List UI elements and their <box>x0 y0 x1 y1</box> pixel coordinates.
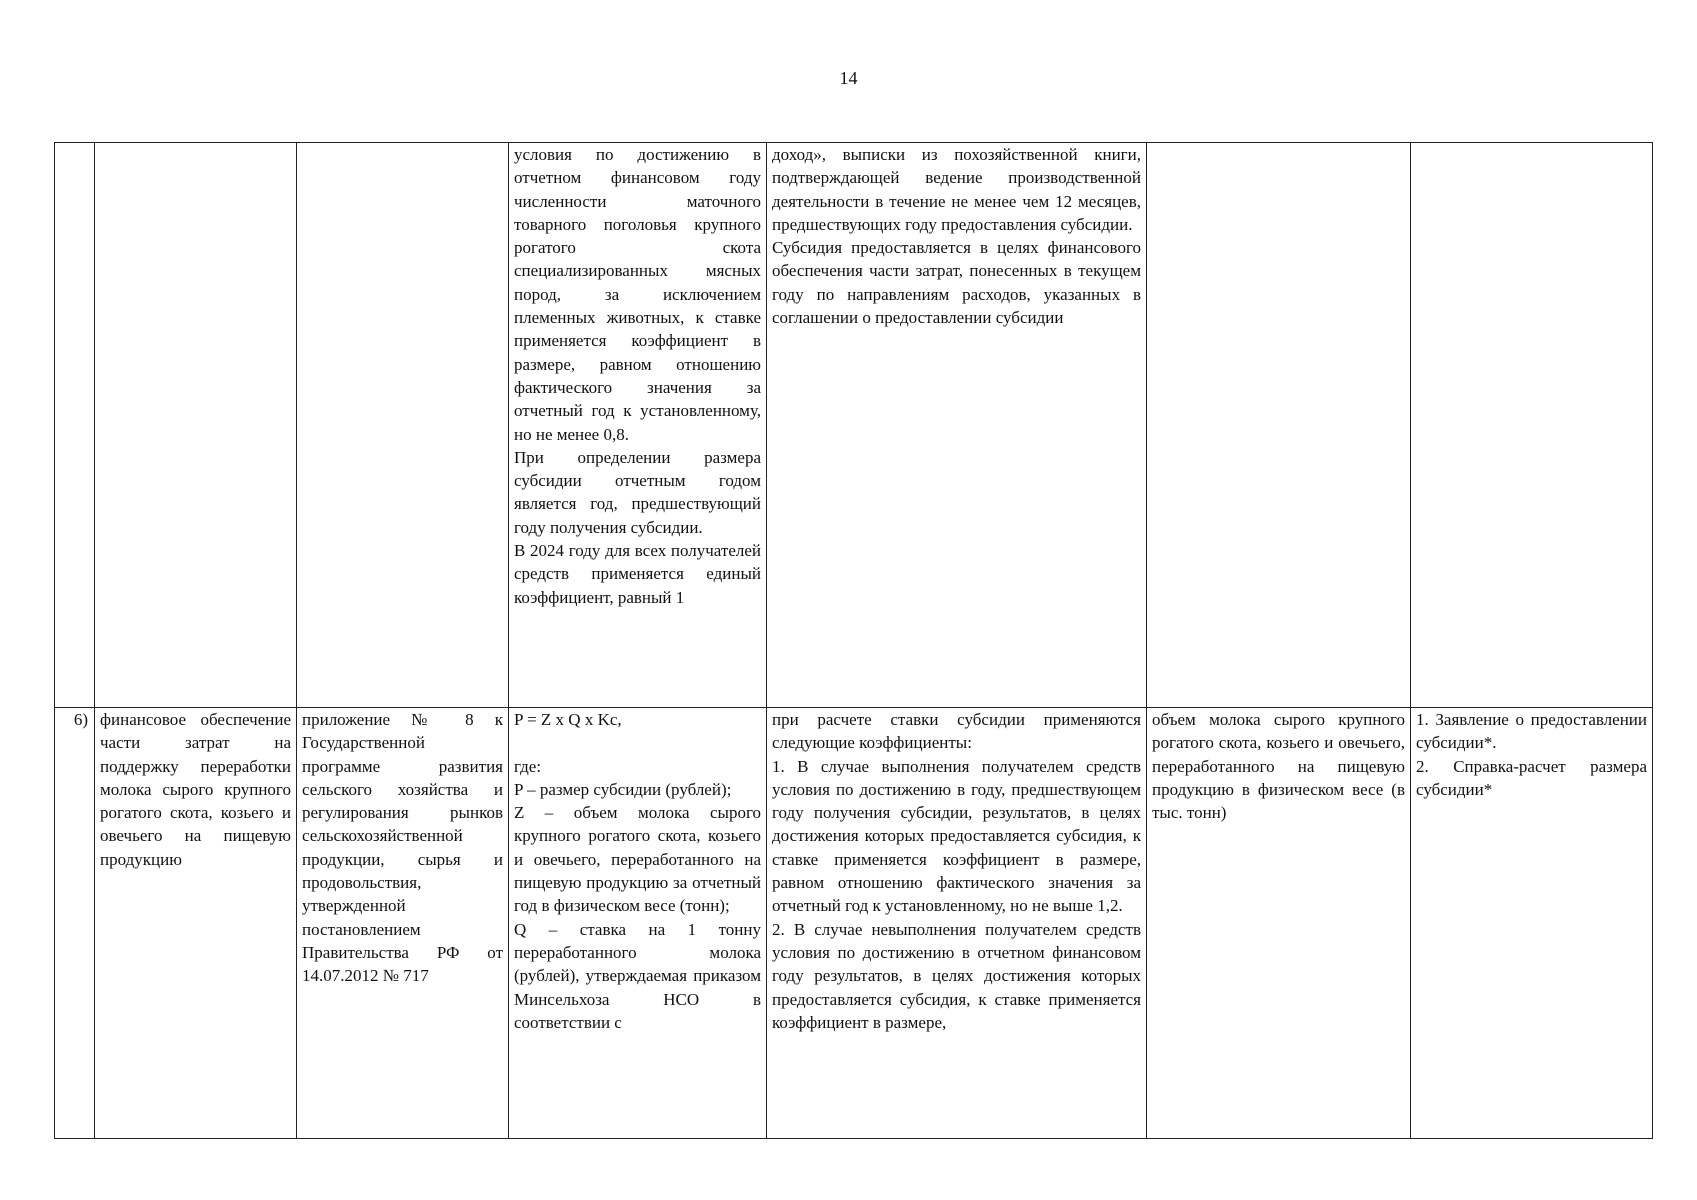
documents-cell: 1. Заявление о предоставлении субсидии*. 2. Справка-расчет размера субсидии* <box>1411 708 1653 1139</box>
conditions-cell: при расчете ставки субсидии применяются следующие коэффициенты: 1. В случае выполнения получателем средств условия по достижению в году, предшествующем году получения субсидии, результатов, в целях достижения которых предоставляется субсидия, к ставке применяется коэффициент в размере, равном отношению фактического значения за отчетный год к установленному, но не выше 1,2. 2. В случае невыполнения получателем средств условия по достижению в отчетном финансовом году результатов, в целях достижения которых предоставляется субсидия, к ставке применяется коэффициент в размере, <box>767 708 1147 1139</box>
page-number: 14 <box>839 68 858 88</box>
legal-basis-cell: приложение № 8 к Государственной программе развития сельского хозяйства и регулирования рынков сельскохозяйственной продукции, сырья и продовольствия, утвержденной постановлением Правительства РФ от 14.07.2012 № 717 <box>297 708 509 1139</box>
document-table <box>54 142 1653 1139</box>
measure-name-cell: финансовое обеспечение части затрат на поддержку переработки молока сырого крупного рогатого скота, козьего и овечьего на пищевую продукцию <box>95 708 297 1139</box>
measure-name-cell <box>95 143 297 708</box>
calculation-formula-cell: условия по достижению в отчетном финансовом году численности маточного товарного поголовья крупного рогатого скота специализированных мясных пород, за исключением племенных животных, к ставке применяется коэффициент в размере, равном отношению фактического значения за отчетный год к установленному, но не менее 0,8. При определении размера субсидии отчетным годом является год, предшествующий году получения субсидии. В 2024 году для всех получателей средств применяется единый коэффициент, равный 1 <box>509 143 767 708</box>
table-row <box>55 143 1653 708</box>
row-number: 6) <box>55 708 95 1139</box>
row-number <box>55 143 95 708</box>
calculation-formula-cell: P = Z x Q x Kc, где: P – размер субсидии (рублей); Z – объем молока сырого крупного рогатого скота, козьего и овечьего, переработанного на пищевую продукцию за отчетный год в физическом весе (тонн); Q – ставка на 1 тонну переработанного молока (рублей), утверждаемая приказом Минсельхоза НСО в соответствии с <box>509 708 767 1139</box>
table-row <box>55 708 1653 1139</box>
result-indicator-cell <box>1147 143 1411 708</box>
result-indicator-cell: объем молока сырого крупного рогатого скота, козьего и овечьего, переработанного на пищевую продукцию в физическом весе (в тыс. тонн) <box>1147 708 1411 1139</box>
conditions-cell: доход», выписки из похозяйственной книги, подтверждающей ведение производственной деятельности в течение не менее чем 12 месяцев, предшествующих году предоставления субсидии. Субсидия предоставляется в целях финансового обеспечения части затрат, понесенных в текущем году по направлениям расходов, указанных в соглашении о предоставлении субсидии <box>767 143 1147 708</box>
documents-cell <box>1411 143 1653 708</box>
legal-basis-cell <box>297 143 509 708</box>
